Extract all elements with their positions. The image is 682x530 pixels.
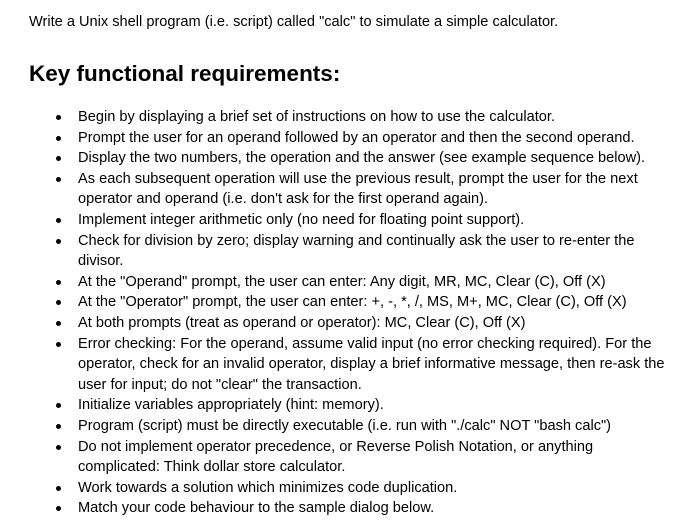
bullet-icon (56, 115, 61, 120)
bullet-icon (56, 321, 61, 326)
requirements-list (0, 107, 682, 519)
requirement-item-integer-arithmetic (0, 210, 682, 231)
requirement-item-display-numbers (0, 148, 682, 169)
requirement-text: At the "Operand" prompt, the user can enter: Any digit, MR, MC, Clear (C), Off (X) (78, 273, 606, 290)
requirement-text: Work towards a solution which minimizes code duplication. (78, 479, 458, 496)
bullet-icon (56, 218, 61, 223)
bullet-icon (56, 156, 61, 161)
requirement-text: Match your code behaviour to the sample dialog below. (78, 500, 435, 517)
intro-text: Write a Unix shell program (i.e. script) called "calc" to simulate a simple calculator. (29, 14, 559, 30)
requirement-item-match-sample-dialog (0, 498, 682, 519)
requirement-text: Do not implement operator precedence, or Reverse Polish Notation, or anything complicated: Think dollar store calculator. (78, 438, 594, 476)
requirement-item-error-checking (0, 334, 682, 396)
bullet-icon (56, 280, 61, 285)
requirement-item-no-precedence (0, 437, 682, 478)
bullet-icon (56, 239, 61, 244)
bullet-icon (56, 424, 61, 429)
requirement-item-directly-executable (0, 416, 682, 437)
requirement-item-both-prompts (0, 313, 682, 334)
requirement-text: Begin by displaying a brief set of instructions on how to use the calculator. (78, 109, 556, 125)
bullet-icon (56, 403, 61, 408)
requirement-text: Implement integer arithmetic only (no need for floating point support). (78, 211, 525, 228)
requirement-item-operator-prompt (0, 292, 682, 313)
requirement-item-minimize-duplication (0, 478, 682, 499)
requirement-text: At the "Operator" prompt, the user can enter: +, -, *, /, MS, M+, MC, Clear (C), Off (X) (78, 294, 627, 311)
bullet-icon (56, 300, 61, 305)
requirement-item-begin-instructions (0, 107, 682, 128)
requirement-text: Initialize variables appropriately (hint: memory). (78, 397, 384, 414)
bullet-icon (56, 177, 61, 182)
requirement-item-prompt-operand (0, 128, 682, 149)
requirement-text: Error checking: For the operand, assume valid input (no error checking required). For the operator, check for an invalid operator, display a brief informative message, then re-ask the user for input; do not "clear" the transaction. (78, 335, 665, 393)
bullet-icon (56, 506, 61, 511)
bullet-icon (56, 486, 61, 491)
bullet-icon (56, 445, 61, 450)
requirement-text: Program (script) must be directly executable (i.e. run with "./calc" NOT "bash calc") (78, 417, 612, 434)
requirement-item-division-by-zero (0, 231, 682, 272)
section-heading: Key functional requirements: (29, 61, 341, 86)
bullet-icon (56, 342, 61, 347)
requirement-item-operand-prompt (0, 272, 682, 293)
bullet-icon (56, 136, 61, 141)
requirement-item-subsequent-operation (0, 169, 682, 210)
requirement-item-initialize-variables (0, 395, 682, 416)
requirement-text: At both prompts (treat as operand or operator): MC, Clear (C), Off (X) (78, 314, 526, 331)
requirement-text: Check for division by zero; display warning and continually ask the user to re-enter the divisor. (78, 232, 635, 270)
requirement-text: Display the two numbers, the operation and the answer (see example sequence below). (78, 150, 646, 167)
requirement-text: Prompt the user for an operand followed by an operator and then the second operand. (78, 129, 635, 146)
requirement-text: As each subsequent operation will use the previous result, prompt the user for the next operator and operand (i.e. don't ask for the first operand again). (78, 170, 638, 208)
